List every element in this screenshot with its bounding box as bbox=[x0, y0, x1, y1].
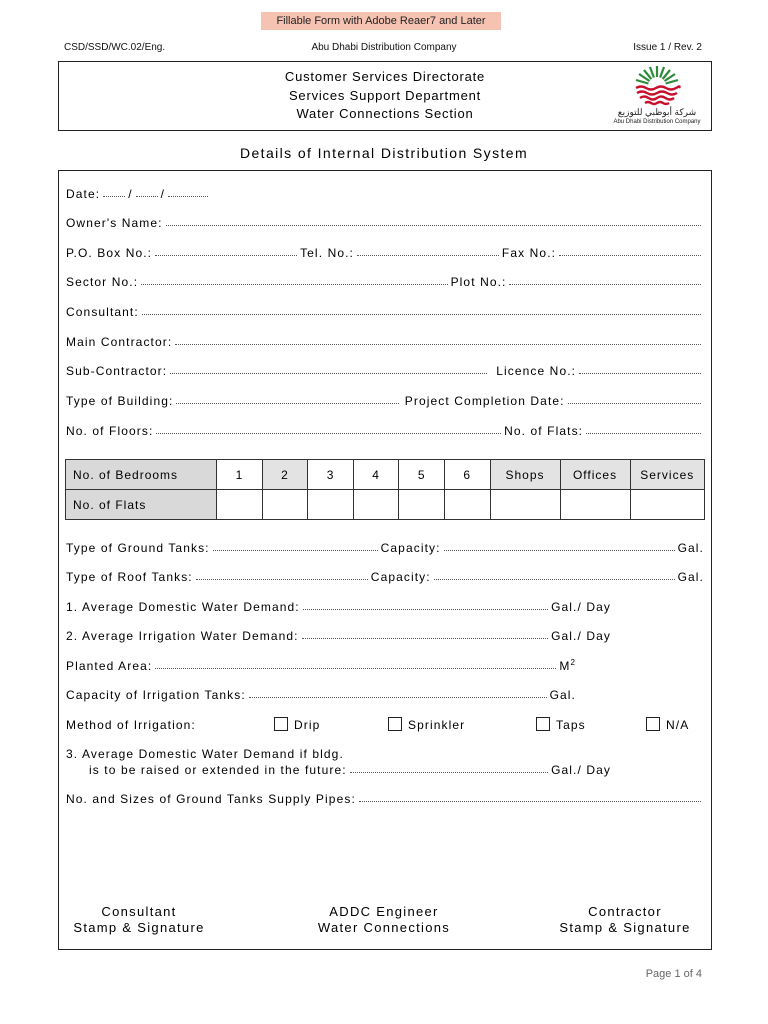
roof-tanks-label: Type of Roof Tanks: bbox=[66, 570, 193, 584]
irrigation-tanks-label: Capacity of Irrigation Tanks: bbox=[66, 688, 246, 702]
company-name: Abu Dhabi Distribution Company bbox=[311, 42, 457, 53]
contractor-signature bbox=[549, 904, 701, 936]
flats-cell-2[interactable] bbox=[262, 490, 308, 520]
owner-name-field[interactable] bbox=[166, 225, 701, 226]
contractor-sig-sub: Stamp & Signature bbox=[559, 920, 691, 935]
document-code: CSD/SSD/WC.02/Eng. bbox=[64, 42, 166, 53]
bedrooms-row-label: No. of Bedrooms bbox=[66, 460, 217, 490]
form-title: Details of Internal Distribution System bbox=[239, 145, 529, 161]
floors-row bbox=[66, 422, 704, 438]
date-label: Date: bbox=[66, 187, 101, 201]
date-day-field[interactable] bbox=[103, 196, 125, 197]
roof-capacity-label: Capacity: bbox=[370, 570, 431, 584]
building-type-label: Type of Building: bbox=[66, 394, 174, 408]
consultant-signature bbox=[63, 904, 215, 936]
supply-pipes-field[interactable] bbox=[359, 801, 701, 802]
table-column-header: 4 bbox=[353, 460, 399, 490]
sub-contractor-row bbox=[66, 362, 704, 378]
completion-date-label: Project Completion Date: bbox=[404, 394, 565, 408]
main-contractor-row bbox=[66, 333, 704, 349]
roof-capacity-field[interactable] bbox=[434, 579, 675, 580]
na-option[interactable]: N/A bbox=[646, 717, 689, 732]
table-column-header: 5 bbox=[399, 460, 445, 490]
flats-cell-4[interactable] bbox=[353, 490, 399, 520]
na-checkbox[interactable] bbox=[646, 717, 660, 731]
plot-field[interactable] bbox=[509, 284, 701, 285]
directorate-title: Customer Services Directorate bbox=[284, 69, 486, 84]
addc-logo bbox=[609, 64, 705, 128]
drip-checkbox[interactable] bbox=[274, 717, 288, 731]
planted-area-row bbox=[66, 657, 576, 673]
flats-cell-1[interactable] bbox=[217, 490, 263, 520]
consultant-label: Consultant: bbox=[66, 305, 139, 319]
irrigation-tanks-unit: Gal. bbox=[549, 688, 576, 702]
ground-gal-unit: Gal. bbox=[677, 541, 704, 555]
supply-pipes-row bbox=[66, 790, 704, 806]
drip-option[interactable]: Drip bbox=[274, 717, 388, 732]
irrigation-method-row bbox=[66, 716, 704, 732]
licence-field[interactable] bbox=[579, 373, 701, 374]
flats-cell-6[interactable] bbox=[444, 490, 490, 520]
irrigation-demand-row bbox=[66, 627, 611, 643]
taps-option[interactable]: Taps bbox=[536, 717, 646, 732]
future-demand-label: 3. Average Domestic Water Demand if bldg. bbox=[66, 747, 344, 761]
building-type-field[interactable] bbox=[176, 403, 398, 404]
supply-pipes-label: No. and Sizes of Ground Tanks Supply Pipes: bbox=[66, 792, 356, 806]
pobox-label: P.O. Box No.: bbox=[66, 246, 153, 260]
licence-label: Licence No.: bbox=[496, 364, 577, 378]
fillable-banner: Fillable Form with Adobe Reaer7 and Later bbox=[261, 12, 501, 30]
date-row: Date: / / bbox=[66, 185, 704, 201]
bedrooms-header-row bbox=[66, 460, 705, 490]
flats-cell-services[interactable] bbox=[630, 490, 705, 520]
roof-tanks-field[interactable] bbox=[196, 579, 368, 580]
consultant-row bbox=[66, 303, 704, 319]
page-number: Page 1 of 4 bbox=[645, 968, 702, 980]
planted-area-field[interactable] bbox=[155, 668, 556, 669]
pobox-field[interactable] bbox=[155, 255, 297, 256]
irrigation-tanks-row bbox=[66, 686, 576, 702]
addc-sig-sub: Water Connections bbox=[317, 920, 451, 935]
main-contractor-field[interactable] bbox=[175, 344, 701, 345]
irrigation-demand-unit: Gal./ Day bbox=[551, 629, 611, 643]
ground-tanks-field[interactable] bbox=[213, 550, 378, 551]
floors-field[interactable] bbox=[156, 433, 501, 434]
domestic-demand-row bbox=[66, 598, 611, 614]
future-demand-line2 bbox=[89, 761, 611, 777]
planted-area-label: Planted Area: bbox=[66, 659, 153, 673]
addc-engineer-signature bbox=[301, 904, 467, 936]
logo-arabic-text: شركة أبوظبي للتوزيع bbox=[617, 107, 697, 117]
floors-label: No. of Floors: bbox=[66, 424, 154, 438]
sector-field[interactable] bbox=[141, 284, 447, 285]
future-demand-unit: Gal./ Day bbox=[551, 763, 611, 777]
consultant-field[interactable] bbox=[142, 314, 701, 315]
table-column-header: 1 bbox=[217, 460, 263, 490]
table-column-header: Services bbox=[630, 460, 705, 490]
fax-label: Fax No.: bbox=[501, 246, 557, 260]
completion-date-field[interactable] bbox=[568, 403, 701, 404]
domestic-demand-field[interactable] bbox=[303, 609, 548, 610]
sector-label: Sector No.: bbox=[66, 275, 139, 289]
flats-cell-offices[interactable] bbox=[560, 490, 630, 520]
planted-area-unit: $M^2$ bbox=[559, 658, 576, 673]
ground-tanks-row bbox=[66, 539, 704, 555]
roof-tanks-row bbox=[66, 568, 704, 584]
department-title: Services Support Department bbox=[288, 87, 482, 103]
plot-label: Plot No.: bbox=[450, 275, 507, 289]
flats-label: No. of Flats: bbox=[504, 424, 584, 438]
flats-cell-3[interactable] bbox=[308, 490, 354, 520]
future-demand-label-2: is to be raised or extended in the future: bbox=[89, 763, 347, 777]
flats-cell-5[interactable] bbox=[399, 490, 445, 520]
table-column-header: Offices bbox=[560, 460, 630, 490]
sector-row bbox=[66, 273, 704, 289]
table-column-header: 6 bbox=[444, 460, 490, 490]
tel-label: Tel. No.: bbox=[300, 246, 354, 260]
date-year-field[interactable] bbox=[168, 196, 208, 197]
issue-revision: Issue 1 / Rev. 2 bbox=[633, 42, 702, 53]
irrigation-demand-field[interactable] bbox=[302, 638, 548, 639]
flats-cell-shops[interactable] bbox=[490, 490, 560, 520]
contractor-sig-title: Contractor bbox=[588, 904, 662, 919]
sprinkler-checkbox[interactable] bbox=[388, 717, 402, 731]
date-month-field[interactable] bbox=[136, 196, 158, 197]
owner-row bbox=[66, 214, 704, 230]
roof-gal-unit: Gal. bbox=[677, 570, 704, 584]
irrigation-tanks-field[interactable] bbox=[249, 697, 547, 698]
form-body bbox=[58, 170, 712, 950]
section-name: Water Connections Section bbox=[296, 106, 474, 121]
table-column-header: 2 bbox=[262, 460, 308, 490]
sub-contractor-field[interactable] bbox=[170, 373, 487, 374]
irrigation-method-label: Method of Irrigation: bbox=[66, 718, 196, 732]
fax-field[interactable] bbox=[559, 255, 701, 256]
flats-field[interactable] bbox=[586, 433, 701, 434]
bedrooms-table bbox=[65, 459, 705, 520]
future-demand-field[interactable] bbox=[350, 772, 548, 773]
future-demand-line1 bbox=[66, 745, 704, 761]
main-contractor-label: Main Contractor: bbox=[66, 335, 173, 349]
domestic-demand-label: 1. Average Domestic Water Demand: bbox=[66, 600, 300, 614]
irrigation-demand-label: 2. Average Irrigation Water Demand: bbox=[66, 629, 299, 643]
addc-sig-title: ADDC Engineer bbox=[329, 904, 439, 919]
contact-row bbox=[66, 244, 704, 260]
sub-contractor-label: Sub-Contractor: bbox=[66, 364, 168, 378]
consultant-sig-sub: Stamp & Signature bbox=[73, 920, 205, 935]
ground-tanks-label: Type of Ground Tanks: bbox=[66, 541, 210, 555]
title-block bbox=[58, 61, 712, 131]
flats-row-label: No. of Flats bbox=[66, 490, 217, 520]
owner-label: Owner's Name: bbox=[66, 216, 163, 230]
building-row bbox=[66, 392, 704, 408]
taps-checkbox[interactable] bbox=[536, 717, 550, 731]
ground-capacity-label: Capacity: bbox=[380, 541, 441, 555]
ground-capacity-field[interactable] bbox=[444, 550, 675, 551]
flats-data-row bbox=[66, 490, 705, 520]
domestic-demand-unit: Gal./ Day bbox=[551, 600, 611, 614]
sprinkler-option[interactable]: Sprinkler bbox=[388, 717, 536, 732]
tel-field[interactable] bbox=[357, 255, 499, 256]
consultant-sig-title: Consultant bbox=[101, 904, 177, 919]
logo-english-text: Abu Dhabi Distribution Company bbox=[613, 119, 701, 125]
table-column-header: Shops bbox=[490, 460, 560, 490]
table-column-header: 3 bbox=[308, 460, 354, 490]
